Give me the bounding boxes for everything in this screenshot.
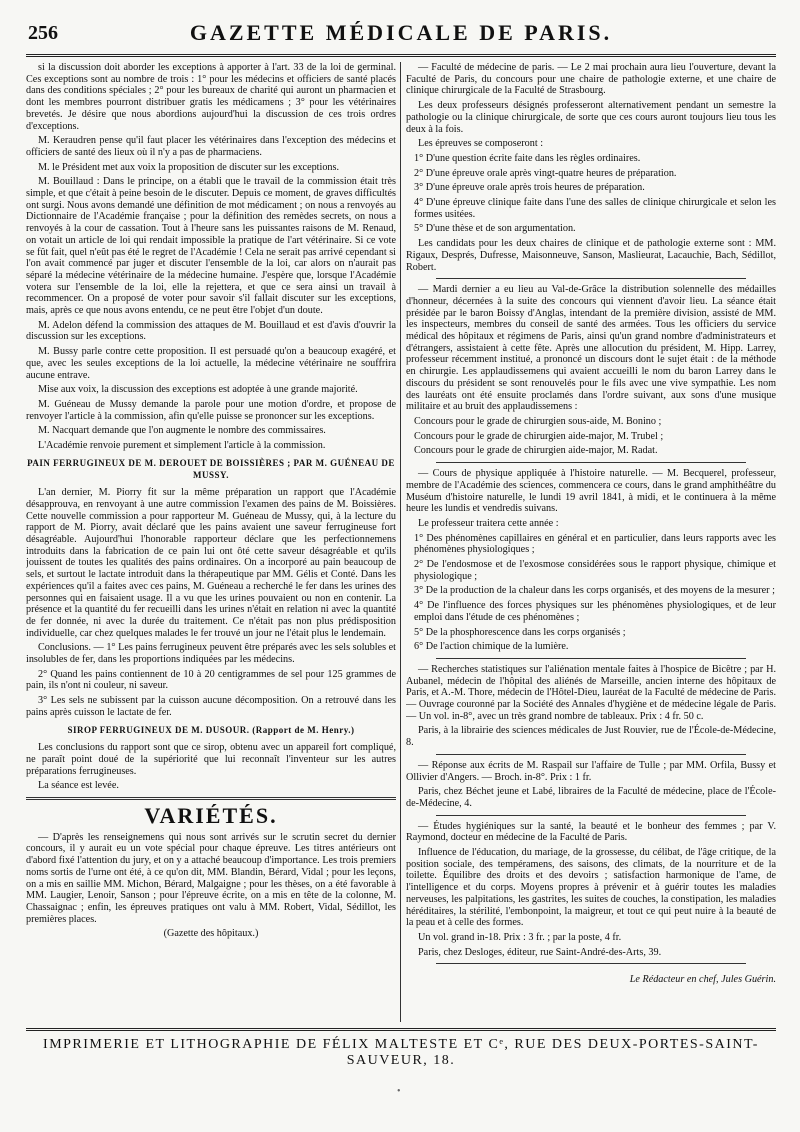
source-credit: (Gazette des hôpitaux.)	[163, 928, 259, 940]
list-item: 1° D'une question écrite faite dans les règles ordinaires.	[414, 152, 641, 164]
column-rule	[400, 62, 401, 1022]
paragraph: Les épreuves se composeront :	[418, 138, 544, 150]
right-column	[406, 62, 776, 1022]
paragraph: — Faculté de médecine de paris. — Le 2 mai prochain aura lieu l'ouverture, devant la Faculté de Paris, du concours pour une chaire de pathologie externe, et une chaire de clinique chirurgicale de la Faculté de Strasbourg.	[406, 62, 776, 97]
paragraph: — Études hygiéniques sur la santé, la beauté et le bonheur des femmes ; par V. Raymond, docteur en médecine de la Faculté de Paris.	[406, 820, 776, 844]
paragraph: — Cours de physique appliquée à l'histoire naturelle. — M. Becquerel, professeur, membre de l'Académie des sciences, commencera ce cours, dans le grand amphithéâtre du Muséum d'histoire naturelle, le lundi 19 avril 1841, à midi, et le continuera à la même heure les lundis et vendredis suivans.	[406, 468, 776, 515]
paragraph: si la discussion doit aborder les exceptions à apporter à l'art. 33 de la loi de germinal. Ces exceptions sont au nombre de trois : 1° pour les médecins et officiers de santé placés dans des conditions spéciales ; 2° pour les bureaux de charité qui auront un pharmacien et dont les membres pourront distribuer gratis les médicamens ; 3° pour les vétérinaires brevetés. Je désire que nous abordions aujourd'hui la discussion de ces trois ordres d'exceptions.	[26, 62, 396, 132]
paragraph: Paris, chez Desloges, éditeur, rue Saint-André-des-Arts, 39.	[418, 946, 662, 958]
list-item: 3° De la production de la chaleur dans les corps organisés, et des moyens de la mesurer ;	[414, 585, 775, 597]
varietes-heading: VARIÉTÉS.	[144, 803, 278, 829]
paragraph: — Réponse aux écrits de M. Raspail sur l'affaire de Tulle ; par MM. Orfila, Bussy et Ollivier d'Angers. — Broch. in-8°. Prix : 1 fr.	[406, 759, 776, 783]
list-item: Concours pour le grade de chirurgien aide-major, M. Radat.	[414, 445, 658, 457]
page-title: GAZETTE MÉDICALE DE PARIS.	[189, 20, 613, 45]
paragraph: Les deux professeurs désignés professeront alternativement pendant un semestre la pathologie ou la clinique chirurgicale, de sorte que ces cours auront toujours lieu tous les deux à la fois.	[406, 100, 776, 135]
divider	[436, 278, 746, 279]
paragraph: Les conclusions du rapport sont que ce sirop, obtenu avec un appareil fort compliqué, ne paraît point doué de la supériorité que lui reconnaît l'inventeur sur les autres préparations ferrugineuses.	[26, 742, 396, 777]
paragraph: Le professeur traitera cette année :	[418, 517, 559, 529]
paragraph: La séance est levée.	[38, 780, 119, 792]
divider	[436, 462, 746, 463]
paragraph: — D'après les renseignemens qui nous sont arrivés sur le scrutin secret du dernier concours, il y aurait eu un vote spécial pour chaque épreuve. Les titres antérieurs ont d'abord fixé l'attention du jury, et on y a attaché beaucoup d'importance. Les trois premiers noms sortis de l'urne ont été, à ce qu'on dit, MM. Blandin, Bérard, Vidal ; pour les leçons, on a mis en saillie MM. Michon, Bérard, Malgaigne ; pour les thèses, on a été favorable à MM. Laugier, Lenoir, Sanson ; pour l'épreuve écrite, on a mis en tête de la colonne, M. Chassaignac ; enfin, les épreuves pratiques ont valu à MM. Robert, Vidal, Sédillot, les premières places.	[26, 831, 396, 925]
paragraph: Paris, à la librairie des sciences médicales de Just Rouvier, rue de l'École-de-Médecine, 8.	[406, 725, 776, 749]
paragraph: — Mardi dernier a eu lieu au Val-de-Grâce la distribution solennelle des médailles d'honneur, décernées à la suite des concours qui viennent d'avoir lieu. La séance était présidée par le baron Boissy d'Anglas, intendant de la première division, assisté de MM. les inspecteurs, membres du conseil de santé des armées. Tous les officiers du service médical des hôpitaux et régimens de Paris, ainsi qu'un grand nombre d'administrateurs et d'étrangers, assistaient à cette fête. Après une allocution du président, M. Hipp. Larrey, professeur récemment institué, a prononcé un discours dont le sujet était : de la méthode en chirurgie. Les applaudissemens qui avaient accueilli le nom du baron Larrey dans le discours du président se sont renouvelés pour le fils avec une vive sympathie. Les nom des lauréats ont été ensuite proclamés dans l'ordre suivant, aux sons d'une musique militaire et au bruit des applaudissemens :	[406, 284, 776, 413]
list	[406, 416, 776, 457]
divider	[436, 658, 746, 659]
paragraph: L'Académie renvoie purement et simplement l'article à la commission.	[38, 440, 326, 452]
paragraph: — Recherches statistiques sur l'aliénation mentale faites à l'hospice de Bicêtre ; par H. Aubanel, médecin de l'hôpital des aliénés de Marseille, ancien interne des hôpitaux de Paris, et A.-M. Thore, médecin de l'Hôtel-Dieu, lauréat de la Faculté de médecine de Paris. — Ouvrage couronné par la Société des Annales d'hygiène et de médecine légale de Paris. — Un vol. in-8°, avec un très grand nombre de tableaux. Prix : 4 fr. 50 c.	[406, 663, 776, 722]
divider	[436, 815, 746, 816]
list-item: 2° De l'endosmose et de l'exosmose considérées sous le rapport physique, chimique et physiologique ;	[414, 559, 776, 582]
list-item: 1° Des phénomènes capillaires en général et en particulier, dans leurs rapports avec les phénomènes physiologiques ;	[414, 532, 776, 556]
paragraph: 3° Les sels ne subissent par la cuisson aucune décomposition. On a retrouvé dans les pains après cuisson le lactate de fer.	[26, 695, 396, 718]
list-item: Concours pour le grade de chirurgien aide-major, M. Trubel ;	[414, 430, 664, 442]
list-item: 2° D'une épreuve orale après vingt-quatre heures de préparation.	[414, 167, 677, 179]
imprint: IMPRIMERIE ET LITHOGRAPHIE DE FÉLIX MALTESTE ET Cᵉ, RUE DES DEUX-PORTES-SAINT-SAUVEUR, 18.	[43, 1037, 759, 1068]
section-heading: PAIN FERRUGINEUX DE M. DEROUET DE BOISSIÈRES ; PAR M. GUÉNEAU DE MUSSY.	[27, 457, 395, 480]
paragraph: M. Bouillaud : Dans le principe, on a établi que le travail de la commission était très simple, et que c'était à peine besoin de le discuter. Depuis ce moment, de graves difficultés ont surgi. Nous avons demandé une définition de mot médicament ; on nous a renvoyés au Dictionnaire de l'Académie française ; pour la définition des remèdes secrets, on nous a renvoyés à la cour de cassation. Tout à l'heure sans les puissantes raisons de M. Renaud, on votait un article de loi qui rendait impossible la pratique de l'art vétérinaire. Si ce vote se fût fait, quel n'eût pas été le regret de l'Académie ! Cela ne serait pas arrivé cependant si l'on avait commencé par juger et discuter l'ensemble de la loi, car alors on n'aurait pas séparé la médecine vétérinaire de la médecine humaine. J'espère que, lorsque l'Académie votera sur l'ensemble de la loi, elle la rejettera, et que ce sera ainsi un travail à recommencer. On a proposé de voter pour savoir s'il fallait discuter sur les exceptions, mais, après ce que nous avons entendu, ce ne peut être l'objet d'un doute.	[26, 176, 396, 317]
page-number: 256	[28, 22, 58, 44]
paragraph: M. Nacquart demande que l'on augmente le nombre des commissaires.	[38, 425, 326, 437]
paragraph: L'an dernier, M. Piorry fit sur la même préparation un rapport que l'Académie désapprouva, en renvoyant à une autre commission l'examen des pains de M. Boissières. Cette nouvelle commission a pour rapporteur M. Guéneau de Mussy, qui, à la lecture du rapport de M. Piorry, avait déclaré que les pains avaient une saveur ferrugineuse fort désagréable. Aujourd'hui l'honorable rapporteur déclare que les perfectionnemens introduits dans la fabrication de ce pain lui ont ôté cette saveur désagréable et qu'ils jouissent de toutes les qualités des pains ordinaires. On a incorporé au pain beaucoup de sels, et surtout le lactate introduit dans la thérapeutique par MM. Gélis et Conté. Dans les expériences qu'il a faites avec ces pains, M. Guéneau a recherché le fer dans les urines des personnes qui en faisaient usage. Il a vu que les urines pouvaient ou non en contenir. La présence et la quantité du fer recueilli dans les urines n'était en relation ni avec la quantité de fer donnée, ni avec la durée du traitement. Ce n'était pas non plus prédisposition individuelle, car chez quelques malades le fer trouvé un jour ne l'était plus le lendemain.	[26, 487, 396, 639]
columns	[26, 62, 776, 1022]
page-mark: •	[397, 1086, 401, 1097]
paragraph: Conclusions. — 1° Les pains ferrugineux peuvent être préparés avec les sels solubles et insolubles de fer, dans les proportions indiquées par les médecins.	[26, 642, 396, 666]
left-column	[26, 62, 396, 1022]
newspaper-page	[22, 18, 780, 1108]
list-item: 4° D'une épreuve clinique faite dans l'une des salles de clinique chirurgicale et selon les formes usitées.	[414, 197, 776, 220]
list	[406, 533, 776, 653]
paragraph: Paris, chez Béchet jeune et Labé, libraires de la Faculté de médecine, place de l'École-de-Médecine, 4.	[406, 786, 776, 809]
list-item: Concours pour le grade de chirurgien sous-aide, M. Bonino ;	[414, 415, 662, 427]
paragraph: M. Bussy parle contre cette proposition. Il est persuadé qu'on a beaucoup exagéré, et que, avec les seules exceptions de la loi actuelle, la médecine vétérinaire ne souffrira aucune entrave.	[26, 346, 396, 381]
editor-signature: Le Rédacteur en chef, Jules Guérin.	[629, 974, 776, 986]
paragraph: Mise aux voix, la discussion des exceptions est adoptée à une grande majorité.	[38, 384, 358, 396]
paragraph: Les candidats pour les deux chaires de clinique et de pathologie externe sont : MM. Rigaux, Després, Dufresse, Maisonneuve, Sanson, Maslieurat, Lacauchie, Bach, Sédillot, Robert.	[406, 238, 776, 273]
list-item: 6° De l'action chimique de la lumière.	[414, 641, 569, 653]
list-item: 5° De la phosphorescence dans les corps organisés ;	[414, 626, 626, 638]
list	[406, 153, 776, 235]
paragraph: M. Adelon défend la commission des attaques de M. Bouillaud et est d'avis d'ouvrir la discussion sur les exceptions.	[26, 319, 396, 343]
list-item: 4° De l'influence des forces physiques sur les phénomènes physiologiques, et de leur emploi dans l'étude de ces phénomènes ;	[414, 600, 776, 623]
paragraph: M. Keraudren pense qu'il faut placer les vétérinaires dans l'exception des médecins et officiers de santé des lieux où il n'y a pas de pharmaciens.	[26, 135, 396, 158]
paragraph: M. le Président met aux voix la proposition de discuter sur les exceptions.	[38, 161, 340, 173]
section-heading: SIROP FERRUGINEUX DE M. DUSOUR. (Rapport de M. Henry.)	[67, 724, 355, 735]
masthead	[22, 18, 780, 54]
paragraph: M. Guéneau de Mussy demande la parole pour une motion d'ordre, et propose de renvoyer l'article à la commission, afin qu'elle puisse se prononcer sur les exceptions.	[26, 398, 396, 422]
divider	[26, 797, 396, 800]
list-item: 3° D'une épreuve orale après trois heures de préparation.	[414, 182, 645, 194]
paragraph: 2° Quand les pains contiennent de 10 à 20 centigrammes de sel pour 125 grammes de pain, ils n'ont ni couleur, ni saveur.	[26, 668, 396, 692]
list-item: 5° D'une thèse et de son argumentation.	[414, 223, 576, 235]
divider	[436, 754, 746, 755]
divider	[436, 963, 746, 964]
paragraph: Influence de l'éducation, du mariage, de la grossesse, du célibat, de l'âge critique, de la position sociale, des tempéramens, des saisons, des climats, de la nourriture et de la toilette. Équilibre des droits et des devoirs ; satisfaction harmonique de l'ame, de l'intelligence et du corps. Moyens propres à prévenir et à guérir toutes les maladies nerveuses, les palpitations, les gastrites, les suites de couches, la constipation, les maladies héréditaires, la stérilité, l'embonpoint, la maigreur, et tout ce qui peut nuire à la beauté de la peau et à celle des formes.	[406, 847, 776, 929]
masthead-rule	[26, 54, 776, 57]
footer-rule	[26, 1028, 776, 1031]
paragraph: Un vol. grand in-18. Prix : 3 fr. ; par la poste, 4 fr.	[418, 932, 622, 943]
footer	[22, 1028, 780, 1069]
